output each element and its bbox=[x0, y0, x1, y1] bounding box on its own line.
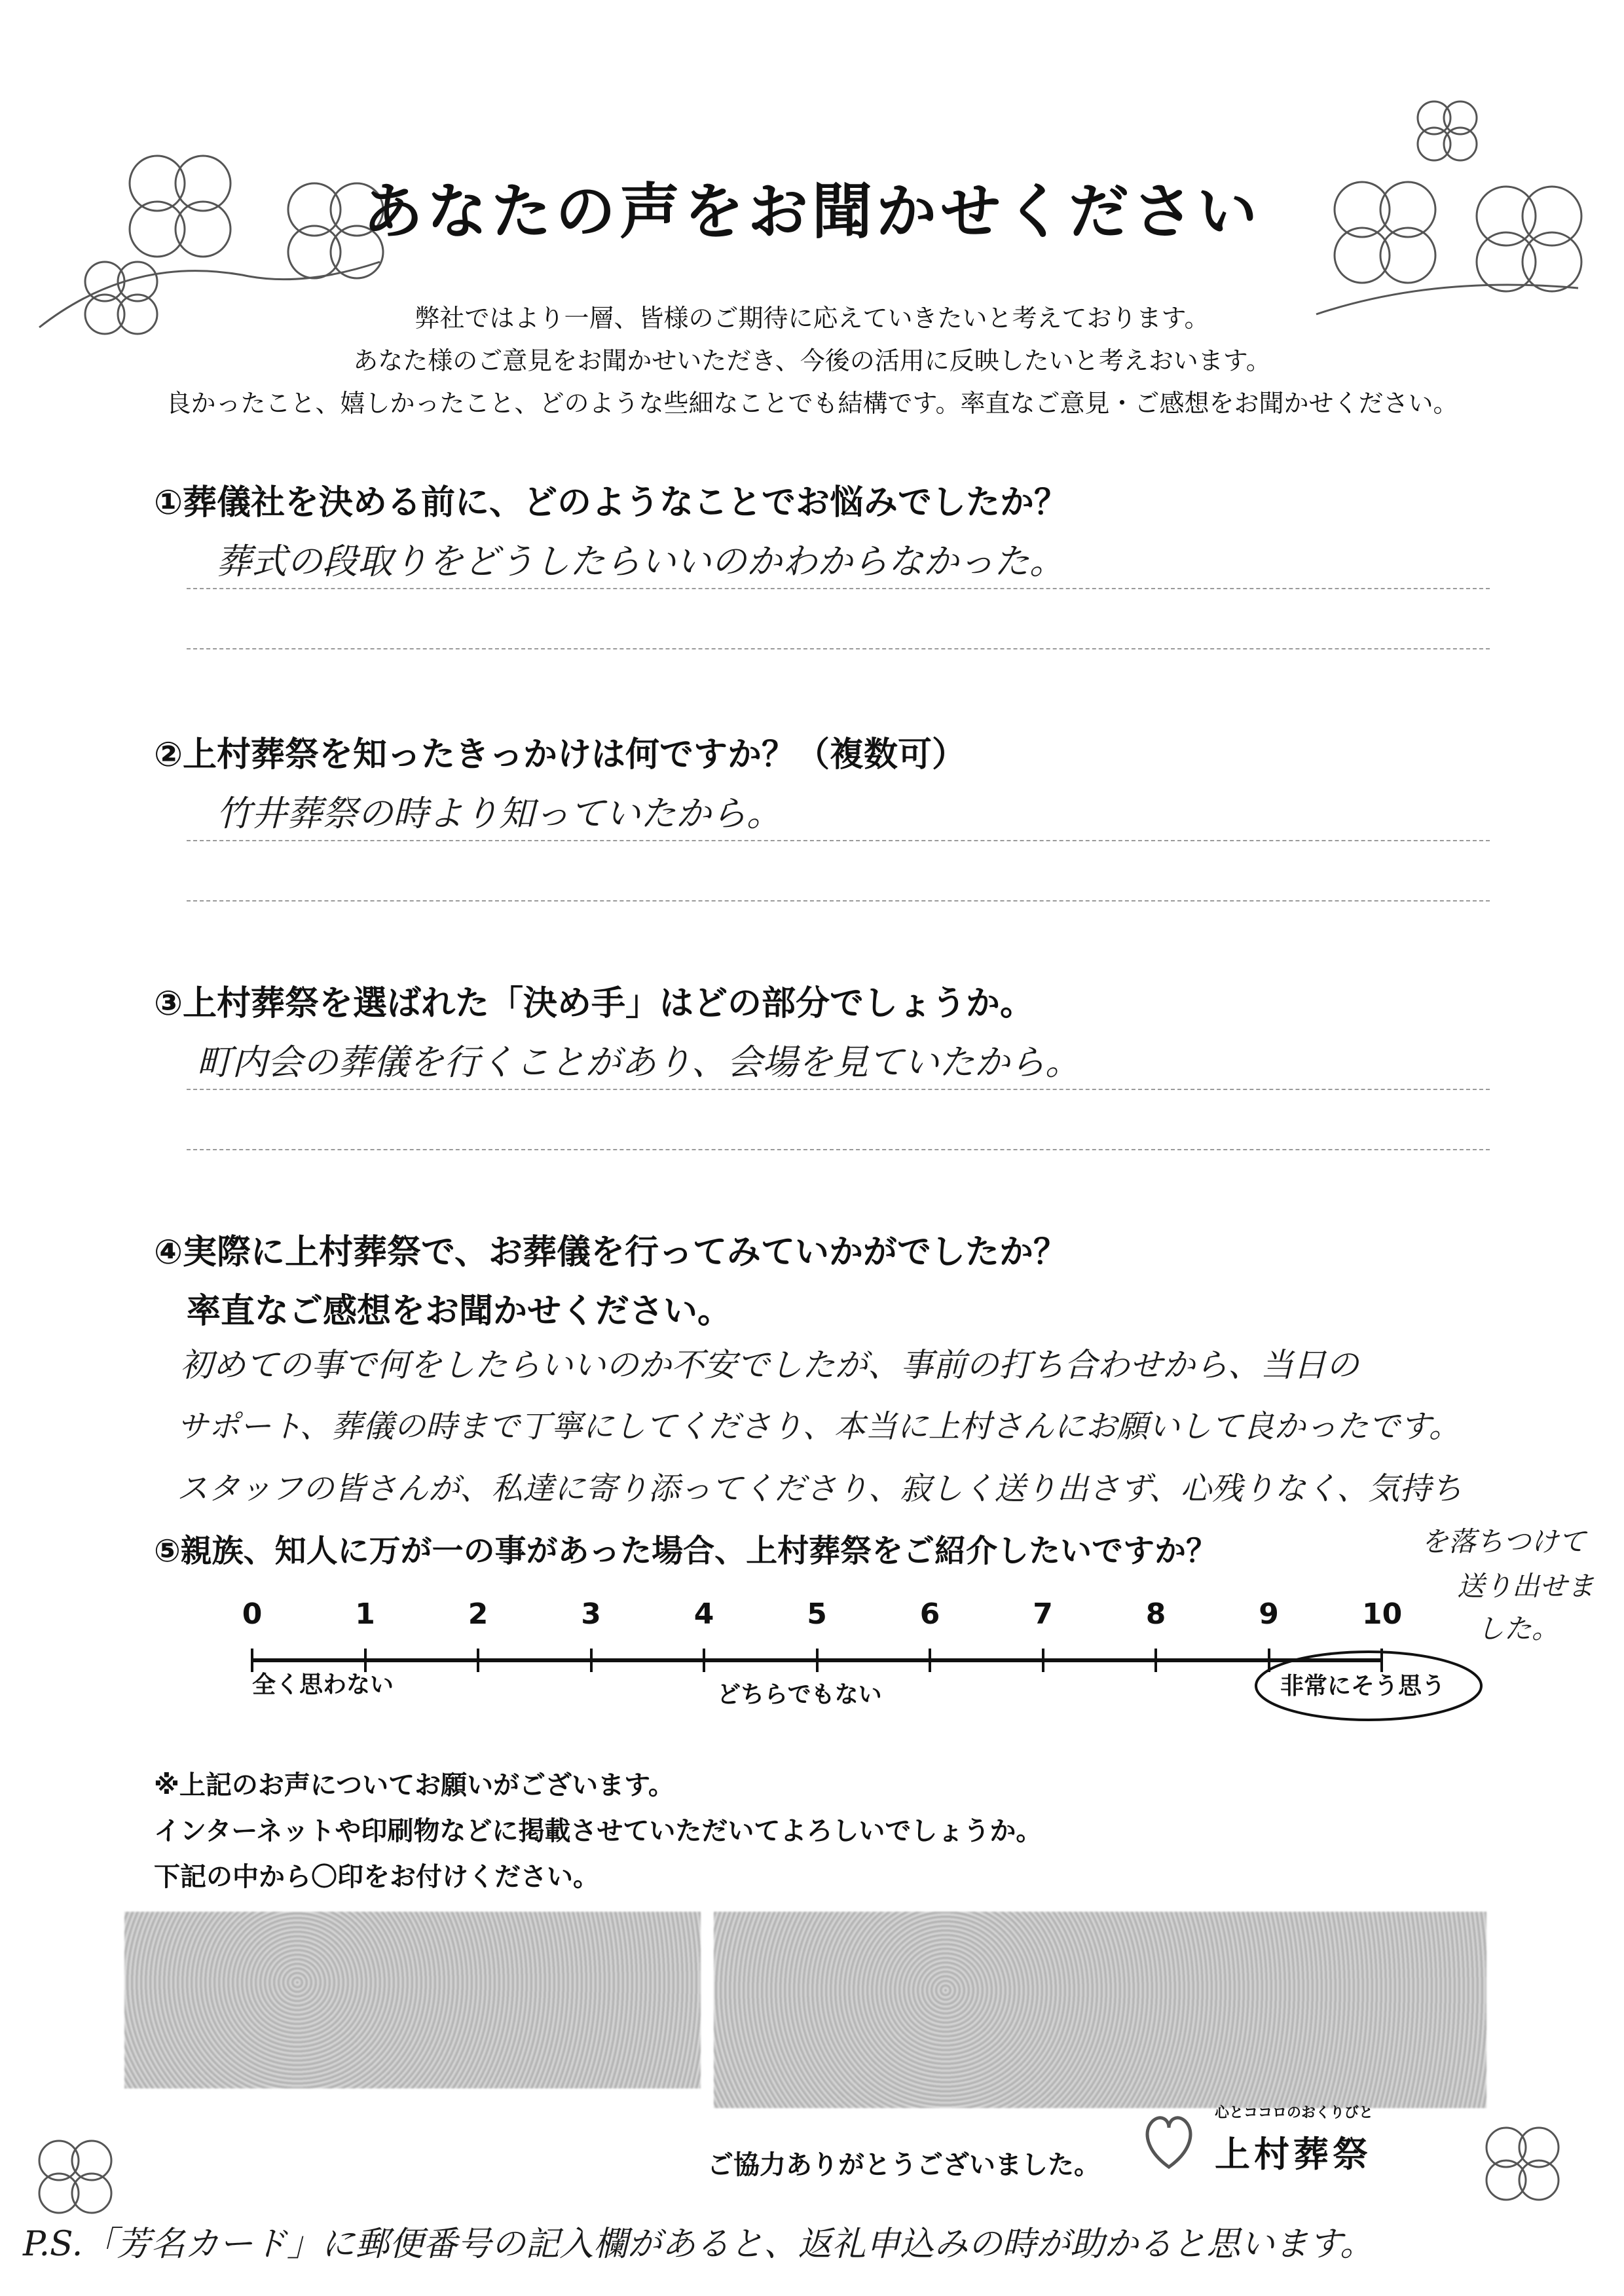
logo-tagline: 心とココロのおくりびと bbox=[1215, 2105, 1374, 2121]
scale-tick-label-1: 1 bbox=[355, 1597, 375, 1631]
scale-tick-label-7: 7 bbox=[1033, 1597, 1053, 1631]
selected-circle-mark bbox=[1247, 1643, 1496, 1728]
answer-line bbox=[187, 588, 1490, 589]
page-title: あなたの声をお聞かせください bbox=[362, 177, 1261, 247]
answer-line bbox=[187, 900, 1490, 902]
notice-line-3: 下記の中から〇印をお付けください。 bbox=[154, 1862, 599, 1892]
answer-line bbox=[187, 1089, 1490, 1090]
scale-tick-label-9: 9 bbox=[1259, 1597, 1279, 1631]
heart-logo-icon bbox=[1139, 2105, 1198, 2177]
question-4-answer-line-6: した。 bbox=[1477, 1613, 1560, 1645]
question-4-answer-line-4: を落ちつけて bbox=[1421, 1525, 1586, 1558]
scale-tick-mark-7 bbox=[1042, 1649, 1044, 1672]
question-4-label-2: 率直なご感想をお聞かせください。 bbox=[187, 1292, 732, 1331]
scale-tick-label-4: 4 bbox=[693, 1597, 714, 1631]
scale-tick-mark-8 bbox=[1154, 1649, 1157, 1672]
scale-tick-mark-5 bbox=[816, 1649, 819, 1672]
question-4-answer-line-3: スタッフの皆さんが、私達に寄り添ってくださり、寂しく送り出さず、心残りなく、気持ち bbox=[177, 1470, 1463, 1507]
question-3-answer: 町内会の葬儀を行くことがあり、会場を見ていたから。 bbox=[196, 1042, 1080, 1083]
scale-tick-mark-6 bbox=[929, 1649, 931, 1672]
question-4-answer-line-2: サポート、葬儀の時まで丁寧にしてくださり、本当に上村さんにお願いして良かったです。 bbox=[177, 1408, 1460, 1445]
answer-line bbox=[187, 648, 1490, 649]
answer-line bbox=[187, 1149, 1490, 1150]
scale-tick-label-2: 2 bbox=[468, 1597, 489, 1631]
scale-tick-label-10: 10 bbox=[1362, 1597, 1403, 1631]
intro-line-2: あなた様のご意見をお聞かせいただき、今後の活用に反映したいと考えおいます。 bbox=[353, 346, 1271, 375]
question-1-label: ①葬儀社を決める前に、どのようなことでお悩みでしたか？ bbox=[154, 483, 1069, 522]
question-2-label: ②上村葬祭を知ったきっかけは何ですか？（複数可） bbox=[154, 735, 967, 774]
question-4-label: ④実際に上村葬祭で、お葬儀を行ってみていかがでしたか？ bbox=[154, 1233, 1067, 1272]
notice-line-1: ※上記のお声についてお願いがございます。 bbox=[154, 1770, 674, 1800]
logo-name: 上村葬祭 bbox=[1215, 2134, 1372, 2175]
clover-decoration-bottom-right bbox=[1460, 2108, 1611, 2206]
intro-line-1: 弊社ではより一層、皆様のご期待に応えていきたいと考えております。 bbox=[415, 304, 1209, 333]
question-4-answer-line-1: 初めての事で何をしたらいいのか不安でしたが、事前の打ち合わせから、当日の bbox=[180, 1346, 1359, 1384]
scale-tick-label-8: 8 bbox=[1145, 1597, 1166, 1631]
scale-tick-mark-3 bbox=[590, 1649, 593, 1672]
scale-tick-label-6: 6 bbox=[919, 1597, 940, 1631]
scale-tick-label-5: 5 bbox=[807, 1597, 827, 1631]
question-5-label: ⑤親族、知人に万が一の事があった場合、上村葬祭をご紹介したいですか？ bbox=[154, 1533, 1218, 1569]
scale-tick-label-0: 0 bbox=[242, 1597, 263, 1631]
scale-left-label: 全く思わない bbox=[252, 1671, 394, 1698]
scale-tick-mark-2 bbox=[477, 1649, 479, 1672]
question-3-label: ③上村葬祭を選ばれた「決め手」はどの部分でしょうか。 bbox=[154, 984, 1035, 1023]
redacted-option-left bbox=[124, 1912, 701, 2088]
answer-line bbox=[187, 840, 1490, 841]
question-2-answer: 竹井葬祭の時より知っていたから。 bbox=[216, 793, 782, 834]
notice-line-2: インターネットや印刷物などに掲載させていただいてよろしいでしょうか。 bbox=[154, 1816, 1043, 1846]
question-4-answer-line-5: 送り出せま bbox=[1457, 1570, 1595, 1602]
question-1-answer: 葬式の段取りをどうしたらいいのかわからなかった。 bbox=[216, 541, 1065, 582]
scale-middle-label: どちらでもない bbox=[717, 1681, 882, 1708]
clover-decoration-bottom-left bbox=[20, 2121, 190, 2226]
scale-right-label: 非常にそう思う bbox=[1280, 1673, 1446, 1700]
redacted-option-right bbox=[714, 1912, 1486, 2108]
scale-tick-mark-4 bbox=[703, 1649, 705, 1672]
intro-line-3: 良かったこと、嬉しかったこと、どのような些細なことでも結構です。率直なご意見・ご感想をお聞かせください。 bbox=[166, 389, 1458, 418]
scale-tick-label-3: 3 bbox=[581, 1597, 601, 1631]
ps-handwritten-note: P.S.「芳名カード」に郵便番号の記入欄があると、返礼申込みの時が助かると思います。 bbox=[23, 2225, 1375, 2264]
thanks-text: ご協力ありがとうございました。 bbox=[707, 2150, 1100, 2180]
